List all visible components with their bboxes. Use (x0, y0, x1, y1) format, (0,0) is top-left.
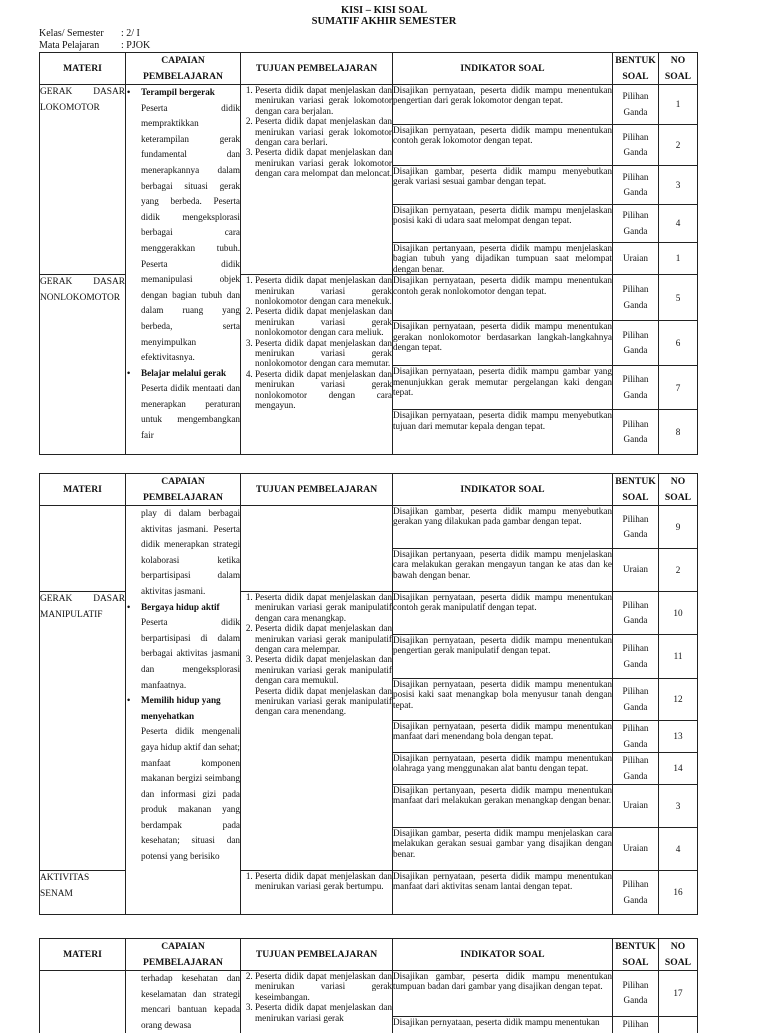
col-indikator: INDIKATOR SOAL (393, 474, 613, 506)
col-bentuk: BENTUK SOAL (613, 474, 659, 506)
bentuk-cell: Pilihan Ganda (613, 321, 659, 366)
no-cell: 11 (659, 635, 698, 679)
col-materi: MATERI (40, 474, 126, 506)
no-cell: 10 (659, 592, 698, 635)
materi-senam: AKTIVITAS SENAM (40, 871, 126, 915)
capaian-cell-2: play di dalam berbagai aktivitas jasmani. Peserta didik menerapkan strategi kolaborasi ketika berpartisipasi dalam aktivitas jasmani. • Bergaya hidup aktif Peserta didik berpartisipasi di dalam berbagai aktivitas jasmani dan mengeksplorasi manfaatnya. • Memilih hidup yang menyehatkan Peserta didik mengenali gaya hidup aktif dan sehat; manfaat komponen makanan bergizi seimbang dan informasi gizi pada produk makanan yang berdampak pada kesehatan; situasi dan potensi yang berisiko (126, 506, 241, 915)
table-header-row (40, 474, 698, 506)
materi-empty (40, 506, 126, 592)
indikator-cell: Disajikan pertanyaan, peserta didik mampu menjelaskan bagian tubuh yang dijadikan tumpuan saat melompat dengan benar. (393, 243, 613, 275)
indikator-cell: Disajikan pernyataan, peserta didik mampu menentukan pengertian dari gerak lokomotor dengan tepat. (393, 85, 613, 125)
col-no: NO SOAL (659, 939, 698, 971)
tujuan-nonlokomotor: 1. Peserta didik dapat menjelaskan dan menirukan variasi gerak nonlokomotor dengan cara menekuk. 2. Peserta didik dapat menjelaskan dan menirukan variasi gerak nonlokomotor dengan cara meliuk. 3. Peserta didik dapat menjelaskan dan menirukan variasi gerak nonlokomotor dengan cara memutar. 4. Peserta didik dapat menjelaskan dan menirukan variasi gerak nonlokomotor dengan cara mengayun. (241, 275, 393, 455)
mata-pelajaran: Mata Pelajaran : PJOK (39, 40, 150, 51)
table-header-row (40, 939, 698, 971)
table-row (40, 506, 698, 549)
col-materi: MATERI (40, 53, 126, 85)
col-capaian: CAPAIAN PEMBELAJARAN (126, 53, 241, 85)
capaian-heading: • Memilih hidup yang menyehatkan (126, 693, 240, 724)
no-cell: 14 (659, 753, 698, 785)
bentuk-cell: Pilihan Ganda (613, 166, 659, 205)
col-tujuan: TUJUAN PEMBELAJARAN (241, 939, 393, 971)
capaian-heading: • Bergaya hidup aktif (126, 600, 240, 616)
kelas-semester: Kelas/ Semester : 2/ I (39, 28, 140, 39)
bentuk-cell: Pilihan Ganda (613, 85, 659, 125)
indikator-cell: Disajikan pernyataan, peserta didik mampu menentukan contoh gerak manipulatif dengan tepat. (393, 592, 613, 635)
no-cell: 1 (659, 243, 698, 275)
indikator-cell: Disajikan pernyataan, peserta didik mampu menentukan posisi kaki saat menangkap bola menyusur tanah dengan tepat. (393, 679, 613, 721)
bentuk-cell: Pilihan Ganda (613, 506, 659, 549)
indikator-cell: Disajikan pernyataan, peserta didik mampu menentukan manfaat dari aktivitas senam lantai dengan tepat. (393, 871, 613, 915)
indikator-cell: Disajikan gambar, peserta didik mampu menjelaskan cara melakukan gerakan sesuai gambar yang disajikan dengan benar. (393, 828, 613, 871)
capaian-cell-1: • Terampil bergerak Peserta didik mempraktikkan keterampilan gerak fundamental dan menerapkannya dalam berbagai situasi gerak yang berbeda. Peserta didik mengeksplorasi berbagai cara menggerakkan tubuh. Peserta didik memanipulasi objek dengan bagian tubuh dan dalam ruang yang berbeda, serta menyimpulkan efektivitasnya. • Belajar melalui gerak Peserta didik mentaati dan menerapkan peraturan untuk mengembangkan fair (126, 85, 241, 455)
kisi-table-1 (39, 52, 698, 455)
indikator-cell: Disajikan gambar, peserta didik mampu menyebutkan gerak variasi sesuai gambar dengan tepat. (393, 166, 613, 205)
bentuk-cell: Pilihan Ganda (613, 125, 659, 166)
indikator-cell: Disajikan pernyataan, peserta didik mampu menentukan olahraga yang menggunakan alat bantu dengan tepat. (393, 753, 613, 785)
no-cell: 17 (659, 971, 698, 1017)
tujuan-empty (241, 506, 393, 592)
bentuk-cell: Pilihan Ganda (613, 592, 659, 635)
bentuk-cell: Pilihan Ganda (613, 410, 659, 455)
col-materi: MATERI (40, 939, 126, 971)
no-cell: 12 (659, 679, 698, 721)
no-cell (659, 1016, 698, 1033)
indikator-cell: Disajikan pernyataan, peserta didik mampu menentukan pengertian gerak manipulatif dengan tepat. (393, 635, 613, 679)
no-cell: 4 (659, 205, 698, 243)
capaian-heading: • Belajar melalui gerak (126, 366, 240, 382)
no-cell: 3 (659, 785, 698, 828)
bentuk-cell: Pilihan Ganda (613, 635, 659, 679)
indikator-cell: Disajikan pernyataan, peserta didik mampu menentukan gerakan nonlokomotor berdasarkan langkah-langkahnya dengan tepat. (393, 321, 613, 366)
bentuk-cell: Pilihan Ganda (613, 366, 659, 410)
bentuk-cell: Pilihan Ganda (613, 679, 659, 721)
materi-nonlokomotor: GERAK DASAR NONLOKOMOTOR (40, 275, 126, 455)
bentuk-cell: Pilihan Ganda (613, 971, 659, 1017)
bentuk-cell: Pilihan Ganda (613, 721, 659, 753)
no-cell: 1 (659, 85, 698, 125)
tujuan-lokomotor: 1. Peserta didik dapat menjelaskan dan menirukan variasi gerak lokomotor dengan cara berjalan. 2. Peserta didik dapat menjelaskan dan menirukan variasi gerak lokomotor dengan cara berlari. 3. Peserta didik dapat menjelaskan dan menirukan variasi gerak lokomotor dengan cara melompat dan meloncat. (241, 85, 393, 275)
col-no: NO SOAL (659, 53, 698, 85)
col-bentuk: BENTUK SOAL (613, 53, 659, 85)
capaian-cell-3: terhadap kesehatan dan keselamatan dan strategi mencari bantuan kepada orang dewasa (126, 971, 241, 1033)
tujuan-manipulatif: 1. Peserta didik dapat menjelaskan dan menirukan variasi gerak manipulatif dengan cara menangkap. 2. Peserta didik dapat menjelaskan dan menirukan variasi gerak manipulatif dengan cara melempar. 3. Peserta didik dapat menjelaskan dan menirukan variasi gerak manipulatif dengan cara memukul. Peserta didik dapat menjelaskan dan menirukan variasi gerak manipulatif dengan cara menendang. (241, 592, 393, 871)
indikator-cell: Disajikan pernyataan, peserta didik mampu menentukan contoh gerak lokomotor dengan tepat. (393, 125, 613, 166)
col-capaian: CAPAIAN PEMBELAJARAN (126, 474, 241, 506)
indikator-cell: Disajikan pernyataan, peserta didik mampu menentukan contoh gerak nonlokomotor dengan tepat. (393, 275, 613, 321)
col-indikator: INDIKATOR SOAL (393, 53, 613, 85)
no-cell: 6 (659, 321, 698, 366)
col-capaian: CAPAIAN PEMBELAJARAN (126, 939, 241, 971)
no-cell: 13 (659, 721, 698, 753)
bentuk-cell: Uraian (613, 549, 659, 592)
col-indikator: INDIKATOR SOAL (393, 939, 613, 971)
document-subtitle: SUMATIF AKHIR SEMESTER (0, 16, 768, 27)
no-cell: 4 (659, 828, 698, 871)
indikator-cell: Disajikan pernyataan, peserta didik mampu menentukan manfaat dari menendang bola dengan tepat. (393, 721, 613, 753)
no-cell: 8 (659, 410, 698, 455)
col-tujuan: TUJUAN PEMBELAJARAN (241, 474, 393, 506)
bentuk-cell: Pilihan Ganda (613, 275, 659, 321)
col-no: NO SOAL (659, 474, 698, 506)
no-cell: 2 (659, 125, 698, 166)
bentuk-cell: Uraian (613, 243, 659, 275)
indikator-cell: Disajikan gambar, peserta didik mampu menentukan tumpuan badan dari gambar yang disajikan dengan tepat. (393, 971, 613, 1017)
indikator-cell: Disajikan pernyataan, peserta didik mampu menyebutkan tujuan dari memutar kepala dengan tepat. (393, 410, 613, 455)
no-cell: 5 (659, 275, 698, 321)
col-bentuk: BENTUK SOAL (613, 939, 659, 971)
indikator-cell: Disajikan gambar, peserta didik mampu menyebutkan gerakan yang dilakukan pada gambar dengan tepat. (393, 506, 613, 549)
table-row (40, 971, 698, 1017)
tujuan-senam: 1. Peserta didik dapat menjelaskan dan menirukan variasi gerak bertumpu. (241, 871, 393, 915)
tujuan-senam-cont: 2. Peserta didik dapat menjelaskan dan menirukan variasi gerak keseimbangan. 3. Peserta didik dapat menjelaskan dan menirukan variasi gerak (241, 971, 393, 1033)
no-cell: 9 (659, 506, 698, 549)
bentuk-cell: Uraian (613, 785, 659, 828)
table-header-row (40, 53, 698, 85)
indikator-cell: Disajikan pernyataan, peserta didik mampu menentukan (393, 1016, 613, 1033)
document-title: KISI – KISI SOAL (0, 5, 768, 16)
bentuk-cell: Pilihan (613, 1016, 659, 1033)
indikator-cell: Disajikan pertanyaan, peserta didik mampu menentukan manfaat dari melakukan gerakan menangkap dengan benar. (393, 785, 613, 828)
indikator-cell: Disajikan pernyataan, peserta didik mampu menjelaskan posisi kaki di udara saat melompat dengan tepat. (393, 205, 613, 243)
kisi-table-3 (39, 938, 698, 1033)
indikator-cell: Disajikan pernyataan, peserta didik mampu gambar yang menunjukkan gerak memutar pergelangan kaki dengan tepat. (393, 366, 613, 410)
no-cell: 2 (659, 549, 698, 592)
indikator-cell: Disajikan pertanyaan, peserta didik mampu menjelaskan cara melakukan gerakan mengayun tangan ke atas dan ke bawah dengan benar. (393, 549, 613, 592)
materi-manipulatif: GERAK DASAR MANIPULATIF (40, 592, 126, 871)
table-row (40, 85, 698, 125)
no-cell: 16 (659, 871, 698, 915)
bentuk-cell: Pilihan Ganda (613, 871, 659, 915)
no-cell: 3 (659, 166, 698, 205)
bentuk-cell: Pilihan Ganda (613, 205, 659, 243)
bentuk-cell: Pilihan Ganda (613, 753, 659, 785)
bentuk-cell: Uraian (613, 828, 659, 871)
capaian-heading: • Terampil bergerak (126, 85, 240, 101)
kisi-table-2 (39, 473, 698, 915)
materi-lokomotor: GERAK DASAR LOKOMOTOR (40, 85, 126, 275)
no-cell: 7 (659, 366, 698, 410)
col-tujuan: TUJUAN PEMBELAJARAN (241, 53, 393, 85)
